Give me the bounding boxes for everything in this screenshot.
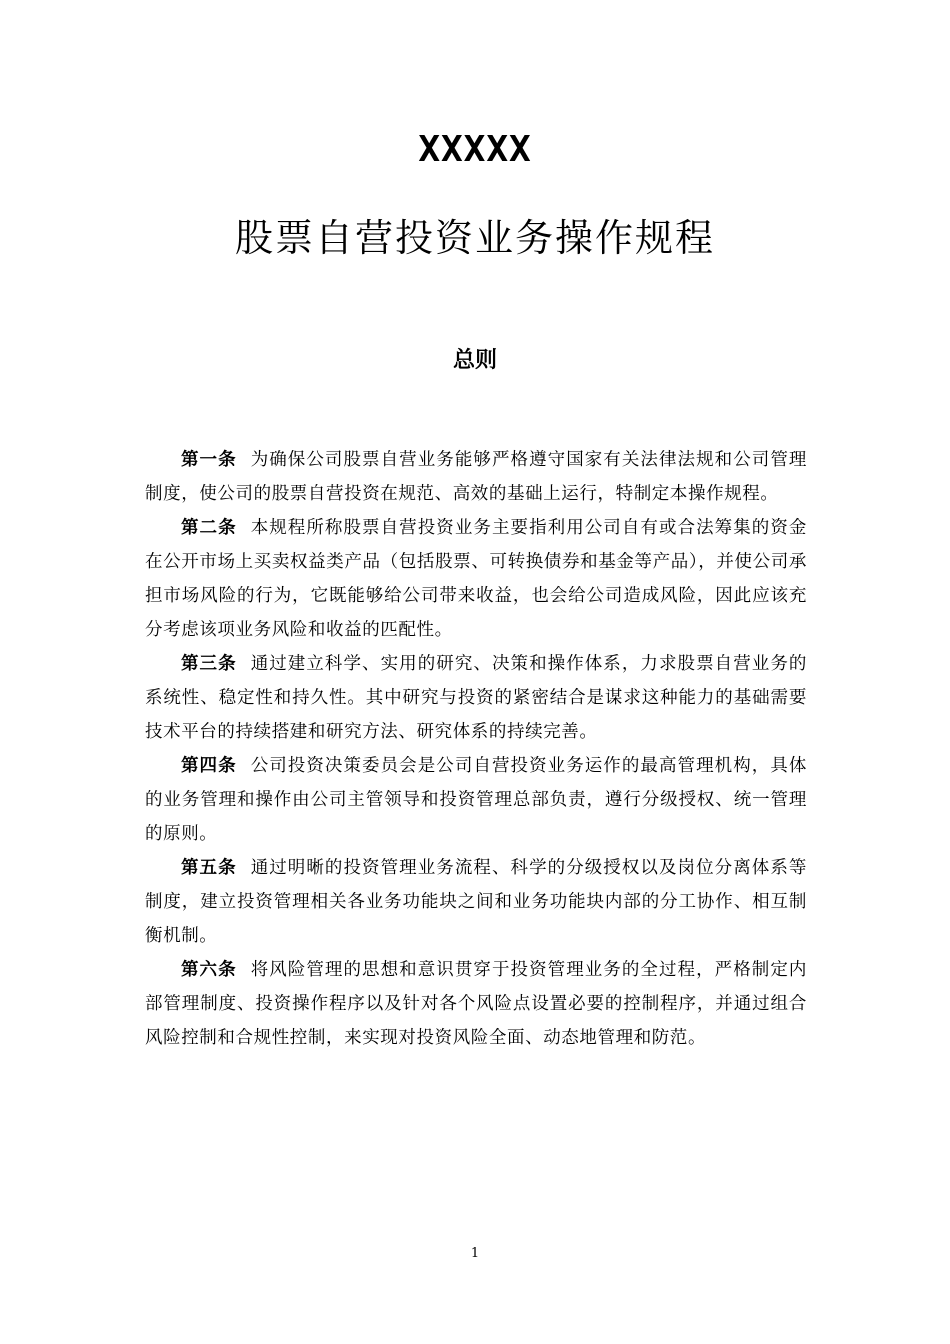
article-4 <box>145 749 807 851</box>
article-label: 第五条 <box>181 858 237 878</box>
article-text: 公司投资决策委员会是公司自营投资业务运作的最高管理机构，具体的业务管理和操作由公司主管领导和投资管理总部负责，遵行分级授权、统一管理的原则。 <box>145 756 807 844</box>
article-label: 第三条 <box>181 654 237 674</box>
article-list <box>145 443 807 1055</box>
article-3 <box>145 647 807 749</box>
article-label: 第一条 <box>181 450 237 470</box>
article-6 <box>145 953 807 1055</box>
article-5 <box>145 851 807 953</box>
article-label: 第四条 <box>181 756 237 776</box>
article-1 <box>145 443 807 511</box>
document-title-main: XXXXX <box>418 129 532 170</box>
article-text: 将风险管理的思想和意识贯穿于投资管理业务的全过程，严格制定内部管理制度、投资操作程序以及针对各个风险点设置必要的控制程序，并通过组合风险控制和合规性控制，来实现对投资风险全面、动态地管理和防范。 <box>145 960 807 1048</box>
article-text: 通过明晰的投资管理业务流程、科学的分级授权以及岗位分离体系等制度，建立投资管理相关各业务功能块之间和业务功能块内部的分工协作、相互制衡机制。 <box>145 858 807 946</box>
document-title-sub: 股票自营投资业务操作规程 <box>234 216 715 260</box>
article-text: 为确保公司股票自营业务能够严格遵守国家有关法律法规和公司管理制度，使公司的股票自营投资在规范、高效的基础上运行，特制定本操作规程。 <box>145 450 807 504</box>
article-label: 第六条 <box>181 960 237 980</box>
article-text: 本规程所称股票自营投资业务主要指利用公司自有或合法筹集的资金在公开市场上买卖权益类产品（包括股票、可转换债券和基金等产品），并使公司承担市场风险的行为，它既能够给公司带来收益，也会给公司造成风险，因此应该充分考虑该项业务风险和收益的匹配性。 <box>145 518 807 640</box>
article-2 <box>145 511 807 647</box>
article-label: 第二条 <box>181 518 237 538</box>
article-text: 通过建立科学、实用的研究、决策和操作体系，力求股票自营业务的系统性、稳定性和持久性。其中研究与投资的紧密结合是谋求这种能力的基础需要技术平台的持续搭建和研究方法、研究体系的持续完善。 <box>145 654 807 742</box>
section-heading: 总则 <box>452 348 497 373</box>
page-number: 1 <box>470 1246 480 1261</box>
